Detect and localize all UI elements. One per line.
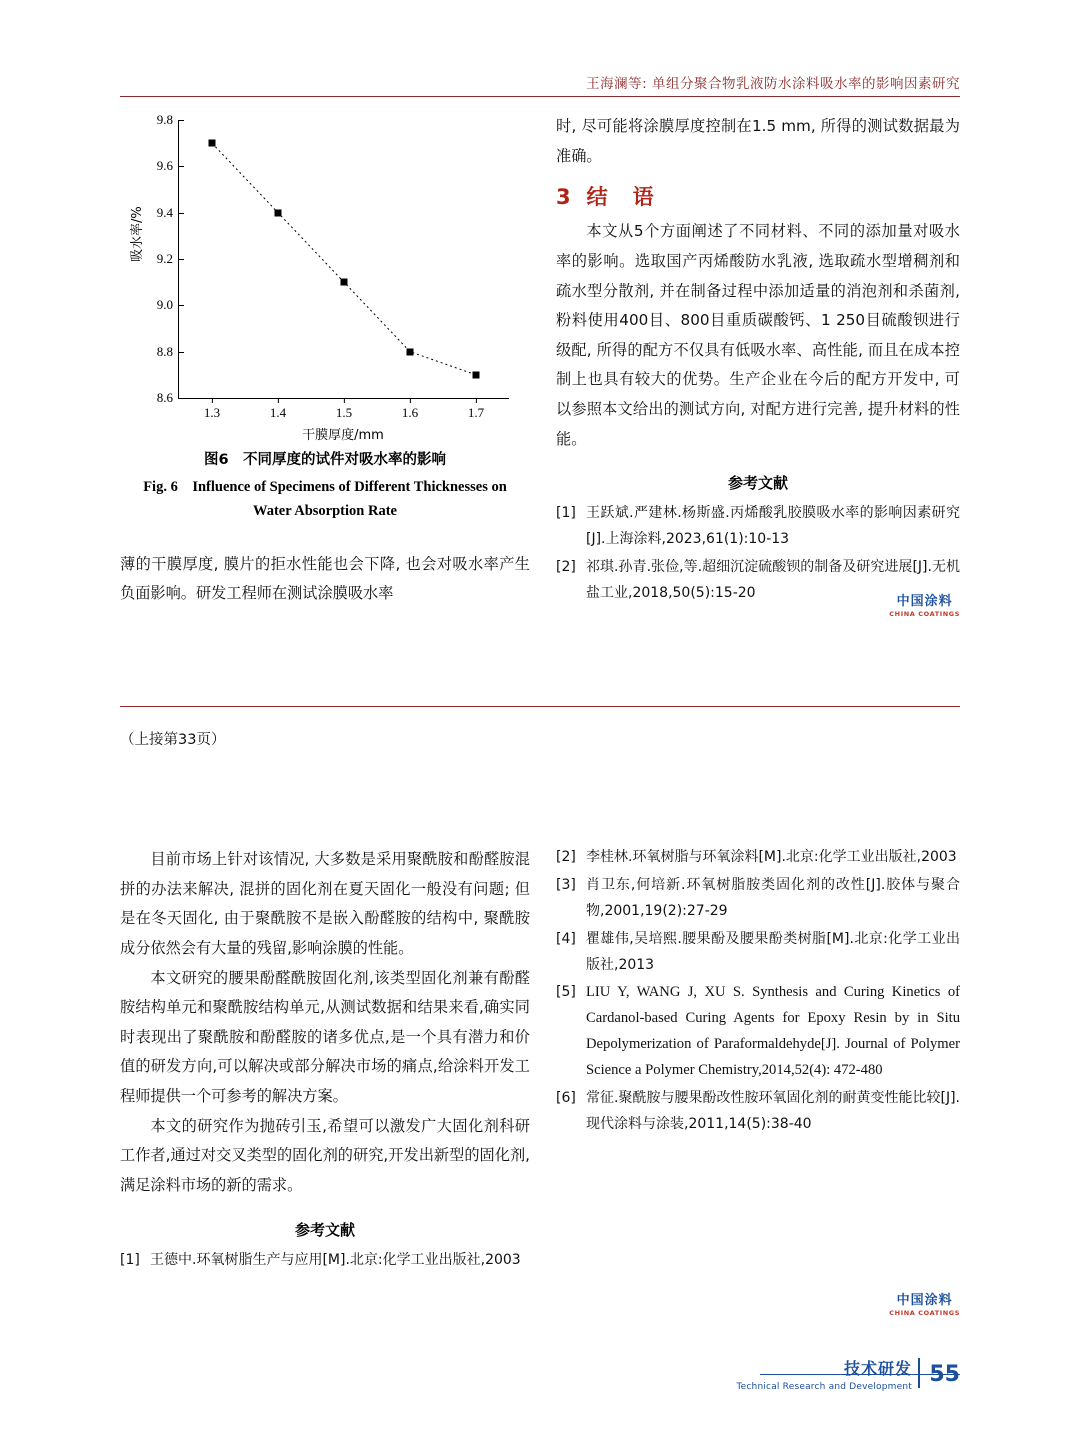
section-title: 结 语 [586, 185, 656, 210]
bottom-paragraph-2: 本文研究的腰果酚醛酰胺固化剂,该类型固化剂兼有酚醛胺结构单元和聚酰胺结构单元,从测试数据和结果来看,确实同时表现出了聚酰胺和酚醛胺的诸多优点,是一个具有潜力和价值的研发方向,可以解决或部分解决市场的痛点,给涂料开发工程师提供一个可参考的解决方案。 [120, 968, 530, 1106]
chart-data-point [209, 140, 216, 147]
chart-y-tick: 9.4 [157, 205, 179, 221]
reference-number: [1] [556, 505, 576, 522]
chart-y-tick: 9.6 [157, 158, 179, 174]
footer-label-cn: 技术研发 [843, 1359, 912, 1378]
reference-item [556, 873, 960, 925]
chart-y-tick: 9.0 [157, 297, 179, 313]
chart-plot-area [156, 112, 509, 420]
top-left-column [120, 112, 530, 609]
brand-logo-en: CHINA COATINGS [889, 610, 960, 618]
section-divider [120, 706, 960, 707]
footer-label-en: Technical Research and Development [736, 1382, 912, 1392]
chart-x-tick: 1.3 [204, 398, 220, 421]
chart-x-tick: 1.7 [468, 398, 484, 421]
chart-x-tick: 1.4 [270, 398, 286, 421]
reference-text: 瞿雄伟,吴培熙.腰果酚及腰果酚类树脂[M].北京:化学工业出版社,2013 [586, 930, 960, 973]
figure-6-chart [120, 112, 530, 442]
reference-text: 李桂林.环氧树脂与环氧涂料[M].北京:化学工业出版社,2003 [586, 849, 957, 865]
reference-number: [5] [556, 984, 576, 1001]
bottom-paragraph-1: 目前市场上针对该情况, 大多数是采用聚酰胺和酚醛胺混拼的办法来解决, 混拼的固化剂在夏天固化一般没有问题; 但是在冬天固化, 由于聚酰胺不是嵌入酚醛胺的结构中, 聚酰胺成分依然会有大量的残留,影响涂膜的性能。 [120, 850, 530, 957]
reference-number: [2] [556, 559, 576, 576]
references-heading-top: 参考文献 [727, 474, 788, 493]
chart-y-axis-label: 吸水率/% [130, 206, 145, 262]
reference-text: 祁琪.孙青.张俭,等.超细沉淀硫酸钡的制备及研究进展[J].无机盐工业,2018,50(5):15-20 [586, 559, 960, 602]
reference-number: [2] [556, 849, 576, 865]
figure-caption-en [120, 476, 530, 524]
chart-y-tick: 8.6 [157, 390, 179, 406]
bottom-paragraph-3: 本文的研究作为抛砖引玉,希望可以激发广大固化剂科研工作者,通过对交叉类型的固化剂的研究,开发出新型的固化剂,满足涂料市场的新的需求。 [120, 1116, 530, 1195]
references-heading-bottom: 参考文献 [294, 1220, 355, 1239]
reference-number: [6] [556, 1090, 576, 1107]
brand-logo-top [889, 590, 960, 618]
bottom-left-column [120, 845, 530, 1276]
bottom-right-column [556, 845, 960, 1317]
header-divider [120, 96, 960, 97]
figure-caption-en-line2: Water Absorption Rate [253, 502, 397, 519]
top-right-column [556, 112, 960, 618]
reference-item [556, 501, 960, 553]
reference-number: [4] [556, 930, 576, 947]
brand-logo-cn: 中国涂料 [896, 594, 953, 609]
top-right-paragraph: 时, 尽可能将涂膜厚度控制在1.5 mm, 所得的测试数据最为准确。 [556, 117, 960, 165]
footer-separator [918, 1358, 920, 1388]
references-list-bottom-left [120, 1248, 530, 1274]
figure-caption-en-line1: Fig. 6 Influence of Specimens of Different Thicknesses on [143, 479, 507, 495]
reference-item [120, 1248, 530, 1274]
reference-text: 王德中.环氧树脂生产与应用[M].北京:化学工业出版社,2003 [150, 1251, 521, 1268]
figure-caption-cn: 图6 不同厚度的试件对吸水率的影响 [203, 452, 447, 468]
chart-data-point [407, 348, 414, 355]
reference-item [556, 980, 960, 1084]
reference-text: 肖卫东,何培新.环氧树脂胺类固化剂的改性[J].胶体与聚合物,2001,19(2):27-29 [586, 876, 960, 919]
reference-item [556, 1086, 960, 1138]
reference-number: [1] [120, 1251, 140, 1268]
reference-item [556, 845, 960, 871]
chart-x-tick: 1.5 [336, 398, 352, 421]
chart-y-tick: 8.8 [157, 344, 179, 360]
chart-data-point [275, 209, 282, 216]
conclusion-paragraph: 本文从5个方面阐述了不同材料、不同的添加量对吸水率的影响。选取国产丙烯酸防水乳液, 选取疏水型增稠剂和疏水型分散剂, 并在制备过程中添加适量的消泡剂和杀菌剂, 粉料使用400目、800目重质碳酸钙、1 250目硫酸钡进行级配, 所得的配方不仅具有低吸水率、高性能, 而且在成本控制上也具有较大的优势。生产企业在今后的配方开发中, 可以参照本文给出的测试方向, 对配方进行完善, 提升材料的性能。 [556, 222, 960, 448]
chart-data-point [341, 279, 348, 286]
continuation-note: （上接第33页） [120, 732, 226, 748]
brand-logo-en: CHINA COATINGS [889, 1309, 960, 1317]
references-list-bottom-right [556, 845, 960, 1138]
reference-text: 王跃斌.严建林.杨斯盛.丙烯酸乳胶膜吸水率的影响因素研究[J].上海涂料,2023,61(1):10-13 [586, 505, 960, 548]
footer-label [736, 1356, 912, 1392]
reference-text: 常征.聚酰胺与腰果酚改性胺环氧固化剂的耐黄变性能比较[J].现代涂料与涂装,2011,14(5):38-40 [586, 1090, 960, 1133]
top-left-paragraph: 薄的干膜厚度, 膜片的拒水性能也会下降, 也会对吸水率产生负面影响。研发工程师在测试涂膜吸水率 [120, 554, 530, 603]
page-number: 55 [929, 1362, 960, 1387]
chart-x-axis-label: 干膜厚度/mm [302, 428, 384, 443]
chart-series-line [179, 120, 509, 398]
brand-logo-bottom [889, 1289, 960, 1317]
reference-item [556, 927, 960, 979]
running-header: 王海澜等: 单组分聚合物乳液防水涂料吸水率的影响因素研究 [586, 76, 960, 92]
reference-text: LIU Y, WANG J, XU S. Synthesis and Curing Kinetics of Cardanol-based Curing Agents for Epoxy Resin by in Situ Depolymerization of Paraformaldehyde[J]. Journal of Polymer Science a Polymer Chemistry,2014,52(4): 472-480 [586, 984, 960, 1079]
section-heading [556, 181, 960, 211]
section-number: 3 [556, 185, 573, 210]
chart-data-point [473, 371, 480, 378]
chart-x-tick: 1.6 [402, 398, 418, 421]
chart-y-tick: 9.8 [157, 112, 179, 128]
brand-logo-cn: 中国涂料 [896, 1293, 953, 1308]
chart-y-tick: 9.2 [157, 251, 179, 267]
reference-number: [3] [556, 876, 576, 893]
